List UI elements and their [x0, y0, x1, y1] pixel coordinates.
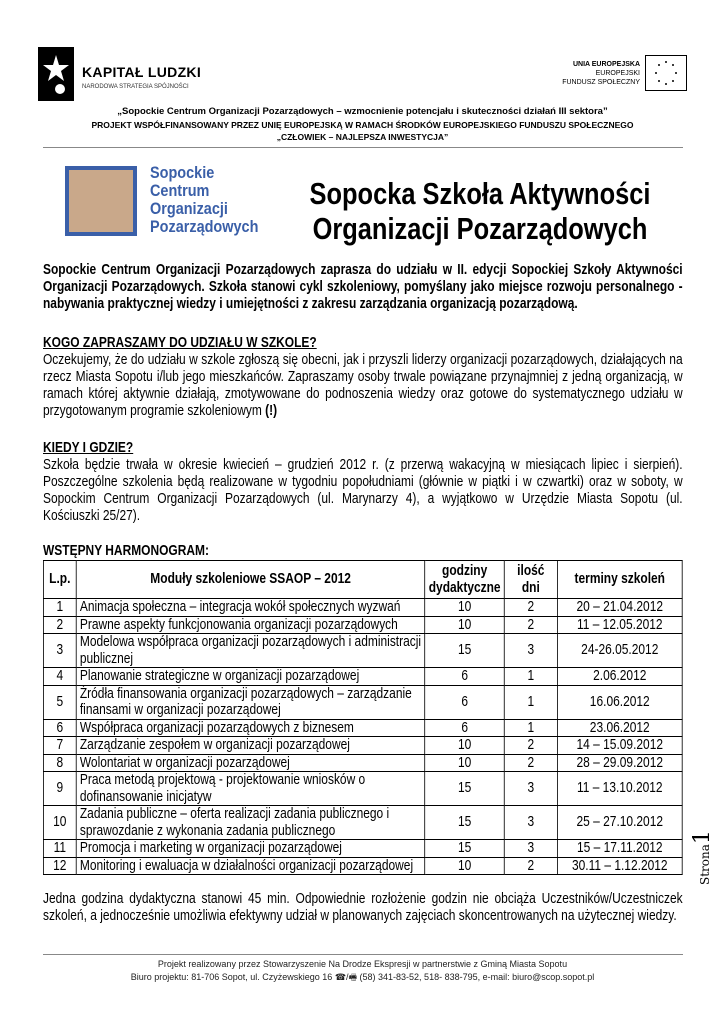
- cell-dates: 2.06.2012: [557, 668, 682, 686]
- logo-line: Pozarządowych: [150, 217, 259, 236]
- cell-module: Modelowa współpraca organizacji pozarządowych i administracji publicznej: [76, 634, 425, 668]
- table-row: [43, 737, 682, 755]
- table-row: [43, 754, 682, 772]
- who-body: Oczekujemy, że do udziału w szkole zgłoszą się obecni, jak i przyszli liderzy organizacji pozarządowych, działających na rzecz Miasta Sopotu i/lub jego mieszkańców. Zapraszamy osoby trwale powiązane przynajmniej z jedną organizacją, w ramach której aktywnie działają, zmotywowane do podnoszenia wiedzy oraz gotowe do systematycznego udziału w przygotowanym programie szkoleniowym: [43, 352, 683, 419]
- table-row: [43, 634, 682, 668]
- cell-days: 3: [504, 772, 557, 806]
- when-text: Szkoła będzie trwała w okresie kwiecień – grudzień 2012 r. (z przerwą wakacyjną w miesiącach lipiec i sierpień). Poszczególne szkolenia będą realizowane w tygodniu popołudniami (głównie w piątki i w czwartki) oraz w soboty, w Sopockim Centrum Organizacji Pozarządowych (ul. Marynarzy 4), a wyjątkowo w Urzędzie Miasta Sopotu (ul. Kościuszki 25/27).: [43, 457, 683, 524]
- logo-line: Centrum: [150, 181, 210, 200]
- title-line2: Organizacji Pozarządowych: [312, 211, 648, 246]
- cell-module: Zarządzanie zespołem w organizacji pozarządowej: [76, 737, 425, 755]
- table-header: [43, 561, 682, 599]
- who-text: [43, 352, 683, 420]
- kapital-ludzki-subtitle: NARODOWA STRATEGIA SPÓJNOŚCI: [82, 84, 189, 90]
- content: [43, 262, 683, 925]
- table-row: [43, 599, 682, 617]
- cell-lp: 6: [43, 719, 76, 737]
- cell-dates: 14 – 15.09.2012: [557, 737, 682, 755]
- cell-days: 2: [504, 737, 557, 755]
- table-row: [43, 857, 682, 875]
- ue-line2: EUROPEJSKI: [595, 70, 640, 77]
- col-dates: terminy szkoleń: [557, 561, 682, 599]
- cell-dates: 28 – 29.09.2012: [557, 754, 682, 772]
- schedule-heading: WSTĘPNY HARMONOGRAM:: [43, 543, 209, 559]
- col-hours: godziny dydaktyczne: [425, 561, 504, 599]
- kapital-ludzki-logo: [38, 47, 74, 101]
- cell-module: Animacja społeczna – integracja wokół społecznych wyzwań: [76, 599, 425, 617]
- cell-lp: 10: [43, 806, 76, 840]
- cell-days: 3: [504, 634, 557, 668]
- page-number: [690, 830, 715, 885]
- cell-module: Promocja i marketing w organizacji pozarządowej: [76, 840, 425, 858]
- cell-days: 3: [504, 840, 557, 858]
- cell-module: Praca metodą projektową - projektowanie wniosków o dofinansowanie inicjatyw: [76, 772, 425, 806]
- cell-lp: 1: [43, 599, 76, 617]
- cell-days: 2: [504, 616, 557, 634]
- cell-module: Prawne aspekty funkcjonowania organizacji pozarządowych: [76, 616, 425, 634]
- cell-dates: 11 – 12.05.2012: [557, 616, 682, 634]
- cell-hours: 15: [425, 840, 504, 858]
- page-number-value: 1: [690, 830, 715, 845]
- who-emph: (!): [265, 403, 278, 419]
- cell-module: Planowanie strategiczne w organizacji pozarządowej: [76, 668, 425, 686]
- footer: [0, 958, 725, 984]
- cell-module: Monitoring i ewaluacja w działalności organizacji pozarządowej: [76, 857, 425, 875]
- eu-label: [530, 60, 640, 87]
- cell-dates: 30.11 – 1.12.2012: [557, 857, 682, 875]
- cell-days: 1: [504, 668, 557, 686]
- cell-lp: 7: [43, 737, 76, 755]
- col-days: ilość dni: [504, 561, 557, 599]
- ue-line1: UNIA EUROPEJSKA: [572, 61, 640, 68]
- when-heading: KIEDY I GDZIE?: [43, 440, 134, 456]
- cell-lp: 4: [43, 668, 76, 686]
- table-row: [43, 685, 682, 719]
- scop-logo-text: [150, 164, 258, 236]
- footer-line2: Biuro projektu: 81-706 Sopot, ul. Czyżewskiego 16 ☎/🖷 (58) 341-83-52, 518- 838-795, e-mail: biuro@scop.sopot.pl: [130, 972, 595, 982]
- cell-hours: 10: [425, 754, 504, 772]
- cell-lp: 9: [43, 772, 76, 806]
- project-cofinancing: PROJEKT WSPÓŁFINANSOWANY PRZEZ UNIĘ EUROPEJSKĄ W RAMACH ŚRODKÓW EUROPEJSKIEGO FUNDUSZU SPOŁECZNEGO: [91, 119, 634, 130]
- logo-line: Sopockie: [150, 163, 215, 182]
- col-module: Moduły szkoleniowe SSAOP – 2012: [76, 561, 425, 599]
- cell-dates: 20 – 21.04.2012: [557, 599, 682, 617]
- cell-dates: 16.06.2012: [557, 685, 682, 719]
- cell-dates: 15 – 17.11.2012: [557, 840, 682, 858]
- title-line1: Sopocka Szkoła Aktywności: [309, 176, 651, 211]
- page-label: Strona: [698, 844, 712, 885]
- schedule-table: [43, 560, 683, 875]
- cell-lp: 11: [43, 840, 76, 858]
- cell-days: 2: [504, 599, 557, 617]
- cell-days: 2: [504, 754, 557, 772]
- ue-line3: FUNDUSZ SPOŁECZNY: [562, 79, 640, 86]
- project-slogan: „CZŁOWIEK – NAJLEPSZA INWESTYCJA”: [276, 132, 449, 142]
- table-row: [43, 772, 682, 806]
- project-header: [0, 106, 725, 144]
- cell-days: 2: [504, 857, 557, 875]
- cell-hours: 15: [425, 806, 504, 840]
- cell-lp: 3: [43, 634, 76, 668]
- cell-days: 3: [504, 806, 557, 840]
- hands-image: [65, 166, 137, 236]
- cell-lp: 5: [43, 685, 76, 719]
- kapital-ludzki-title: KAPITAŁ LUDZKI: [82, 64, 202, 80]
- footer-line1: Projekt realizowany przez Stowarzyszenie Na Drodze Ekspresji w partnerstwie z Gminą Miasta Sopotu: [157, 959, 568, 969]
- header-divider: [43, 147, 683, 148]
- cell-hours: 10: [425, 599, 504, 617]
- cell-hours: 6: [425, 668, 504, 686]
- page-title: [283, 176, 677, 246]
- cell-dates: 11 – 13.10.2012: [557, 772, 682, 806]
- cell-lp: 8: [43, 754, 76, 772]
- project-title: „Sopockie Centrum Organizacji Pozarządowych – wzmocnienie potencjału i skuteczności działań III sektora”: [117, 106, 608, 117]
- cell-module: Źródła finansowania organizacji pozarządowych – zarządzanie finansami w organizacji pozarządowej: [76, 685, 425, 719]
- table-row: [43, 668, 682, 686]
- cell-hours: 10: [425, 616, 504, 634]
- cell-module: Wolontariat w organizacji pozarządowej: [76, 754, 425, 772]
- cell-dates: 25 – 27.10.2012: [557, 806, 682, 840]
- col-lp: L.p.: [43, 561, 76, 599]
- cell-days: 1: [504, 685, 557, 719]
- cell-hours: 15: [425, 772, 504, 806]
- cell-module: Zadania publiczne – oferta realizacji zadania publicznego i sprawozdanie z wykonania zadania publicznego: [76, 806, 425, 840]
- cell-lp: 12: [43, 857, 76, 875]
- table-row: [43, 719, 682, 737]
- footer-divider: [43, 954, 683, 955]
- cell-hours: 15: [425, 634, 504, 668]
- cell-lp: 2: [43, 616, 76, 634]
- cell-dates: 23.06.2012: [557, 719, 682, 737]
- cell-dates: 24-26.05.2012: [557, 634, 682, 668]
- cell-hours: 10: [425, 857, 504, 875]
- table-row: [43, 616, 682, 634]
- eu-flag-icon: [645, 55, 687, 91]
- who-heading: KOGO ZAPRASZAMY DO UDZIAŁU W SZKOLE?: [43, 335, 317, 351]
- cell-hours: 6: [425, 685, 504, 719]
- table-row: [43, 806, 682, 840]
- cell-hours: 10: [425, 737, 504, 755]
- cell-module: Współpraca organizacji pozarządowych z biznesem: [76, 719, 425, 737]
- note-text: Jedna godzina dydaktyczna stanowi 45 min. Odpowiednie rozłożenie godzin nie obciąża Uczestników/Uczestniczek szkoleń, a jednocześnie umożliwia efektywny udział w planowanych zajęciach skoncentrowanych na użytecznej wiedzy.: [43, 891, 683, 924]
- star-icon: [38, 47, 74, 101]
- intro-text: Sopockie Centrum Organizacji Pozarządowych zaprasza do udziału w II. edycji Sopockiej Szkoły Aktywności Organizacji Pozarządowych. Szkoła stanowi cykl szkoleniowy, pomyślany jako miejsce rozwoju personalnego - nabywania praktycznej wiedzy i umiejętności z zakresu zarządzania organizacją pozarządową.: [43, 262, 683, 312]
- table-row: [43, 840, 682, 858]
- scop-logo: [43, 152, 271, 248]
- cell-days: 1: [504, 719, 557, 737]
- cell-hours: 6: [425, 719, 504, 737]
- logo-line: Organizacji: [150, 199, 228, 218]
